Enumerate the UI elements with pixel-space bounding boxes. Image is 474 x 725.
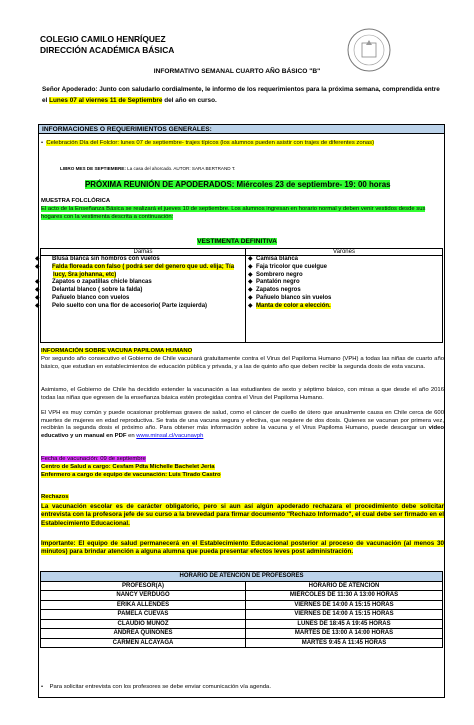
centro-text: Centro de Salud a cargo: Cesfam Pdta Michelle Bachelet Jeria [41,464,215,470]
rechazos-heading [41,494,69,502]
folk-text: El acto de la Enseñanza Básica se realizará el jueves 10 de septiembre. Los alumnos ingresan en horario normal y deben venir vestidos desde sus hogares con la vestimenta descrita a continuación: [41,206,426,220]
school-line-1: COLEGIO CAMILO HENRÍQUEZ [40,34,166,44]
vestimenta-title-text: VESTIMENTA DEFINITIVA [197,238,277,245]
horario-table [40,571,443,648]
table-row: CARMEN ALCAYAGA MARTES 9:45 A 11:45 HORAS [41,638,443,648]
checkbox-icon: ◆ [248,294,253,301]
checkbox-icon: ◆ [248,287,253,294]
school-name [40,34,174,55]
minsal-link[interactable]: www.minsal.cl/vacunavph [136,432,204,439]
book-title: La casa del ahorcado. AUTOR: SARA BERTRAND T. [125,166,236,171]
list-item: ◆ Faja tricolor que cuelgue [248,263,328,270]
list-item: ◆ Zapatos negros [248,287,301,294]
intro-text-2: del año en curso. [162,97,217,104]
checkbox-icon: ◆ [35,279,40,286]
vestimenta-title [0,238,474,245]
checkbox-icon: ◆ [248,279,253,286]
vacuna-p2: Asimismo, el Gobierno de Chile ha decidido extender la vacunación a las estudiantes de sexto y séptimo básico, con miras a que desde el año 2016 todas las niñas que egresen de la enseñanza básica estén protegidas contra el Virus del Papiloma Humano. [41,387,444,401]
list-item: ◆ Zapatos o zapatillas chicle blancas [35,279,152,286]
intro-dates: Lunes 07 al viernes 11 de Septiembre [49,97,163,104]
rechazos-text: La vacunación escolar es de carácter obligatorio, pero si aun así algún apoderado rechazara el procedimiento debe solicitar entrevista con la profesora jefe de su curso a la brevedad para firmar documento "Rechazo Informado", el cual debe ser firmado en el Establecimiento Educacional. [41,503,444,527]
col-horario: HORARIO DE ATENCIÓN [246,581,443,591]
document-title: INFORMATIVO SEMANAL CUARTO AÑO BÁSICO "B" [153,68,321,75]
book-line [60,166,235,171]
checkbox-icon: ◆ [248,302,253,309]
col-damas: Damas [41,249,246,256]
col-profesor: PROFESOR(A) [41,581,246,591]
vacuna-heading-text: INFORMACIÓN SOBRE VACUNA PAPILOMA HUMANO [41,348,193,354]
section-heading: INFORMACIONES O REQUERIMIENTOS GENERALES: [38,124,445,134]
vestimenta-table [35,248,443,343]
list-item: ◆ Pantalón negro [248,279,300,286]
rechazos-heading-text: Rechazos [41,494,69,500]
rechazos-paragraph [41,503,444,528]
meeting-line [85,180,390,189]
vacuna-heading [41,348,192,356]
table-row: CLAUDIO MUÑOZ LUNES DE 18:45 A 19:45 HORAS [41,619,443,629]
checkbox-icon: ◆ [35,302,40,309]
folk-paragraph [41,206,443,221]
list-item: ◆ Falda floreada con falso ( podrá ser del genero que ud. elija; Tía lucy, Sra johanna, etc) [35,263,235,278]
checkbox-icon: ◆ [248,263,253,270]
vacuna-p3: El VPH es muy común y puede ocasionar problemas graves de salud, como el cáncer de cuello de útero que anualmente causa en Chile cerca de 600 muertes de mujeres en edad reproductiva. Se trata de una vacuna segura y efectiva, que requiere de dos dosis. Quienes se vacunan por primera vez, recibirán la segunda dosis el próximo año. Para obtener más información sobre la vacuna y el Virus Papiloma Humano, puede descargar un video educativo y un manual en PDF en www.minsal.cl/vacunavph [41,410,444,439]
video-manual-text: video educativo y un manual en PDF [41,425,444,439]
table-row: PAMELA CUEVAS VIERNES DE 14:00 A 15:15 HORAS [41,610,443,620]
vacuna-p1: Por segundo año consecutivo el Gobierno de Chile vacunará gratuitamente contra el Virus del Papiloma Humano (VPH) a todas las niñas de cuarto año básico, que estudian en establecimientos de educación pública y privada, y a las de quinto año que deben recibir la segunda dosis de esta vacuna. [41,356,444,370]
checkbox-icon: ◆ [35,263,40,270]
list-item: ◆ Sombrero negro [248,271,303,278]
horario-note-text: Para solicitar entrevista con los profesores se debe enviar comunicación vía agenda. [49,684,271,690]
checkbox-icon: ◆ [248,271,253,278]
book-label: LIBRO MES DE SEPTIEMBRE: [60,166,126,171]
fecha-line [41,456,146,464]
importante-paragraph [41,540,444,557]
list-item: ◆ Delantal blanco ( sobre la falda) [35,287,143,294]
table-row: NANCY VERDUGO MIÉRCOLES DE 11:30 A 13:00 HORAS [41,591,443,601]
folclor-bullet [41,140,441,148]
list-item: ◆ Pañuelo blanco con vuelos [35,294,130,301]
meeting-text: PRÓXIMA REUNIÓN DE APODERADOS: Miércoles 23 de septiembre- 19: 00 horas [85,180,391,189]
enfermero-text: Enfermero a cargo de equipo de vacunación: Luis Tirado Castro [41,472,221,478]
list-item: ◆ Blusa blanca sin hombros con vuelos [35,256,160,262]
fecha-text: Fecha de vacunación: 09 de septiembre [41,456,146,462]
col-varones: Varones [246,249,443,256]
intro-paragraph [42,84,442,106]
damas-list [35,256,246,343]
enfermero-line [41,472,221,480]
horario-title: HORARIO DE ATENCIÓN DE PROFESORES [41,572,443,582]
bullet-icon: • [41,684,50,690]
checkbox-icon: ◆ [35,294,40,301]
list-item: ◆ Manta de color a elección. [248,302,331,309]
varones-list [246,256,443,343]
table-row: ANDREA QUIÑONES MARTES DE 13:00 A 14:00 HORAS [41,629,443,639]
checkbox-icon: ◆ [35,287,40,294]
school-line-2: DIRECCIÓN ACADÉMICA BÁSICA [40,44,175,55]
importante-text: Importante: El equipo de salud permanecerá en el Establecimiento Educacional posterior al proceso de vacunación (al menos 30 minutos) para brindar atención a alguna alumna que pueda presentar efectos leves post administración. [41,540,444,556]
folclor-text: Celebración Día del Folclor: lunes 07 de septiembre- trajes típicos (los alumnos pueden asistir con trajes de diferentes zonas) [46,140,375,146]
table-row: ERIKA ALLENDES VIERNES DE 14:00 A 15:15 HORAS [41,600,443,610]
folk-heading: MUESTRA FOLCLÓRICA [41,198,111,204]
bullet-icon: • [41,140,47,146]
centro-line [41,464,215,472]
checkbox-icon: ◆ [35,256,40,262]
list-item: ◆ Pelo suelto con una flor de accesorio( Parte izquierda) [35,302,208,309]
intro-text-1: Señor Apoderado: Junto con saludarlo cordialmente, le informo de los requerimientos para la próxima semana, comprendida entre el [42,86,440,104]
checkbox-icon: ◆ [248,256,253,262]
list-item: ◆ Pañuelo blanco sin vuelos [248,294,332,301]
horario-note [41,684,441,692]
school-seal-icon [345,26,393,74]
list-item: ◆ Camisa blanca [248,256,299,262]
